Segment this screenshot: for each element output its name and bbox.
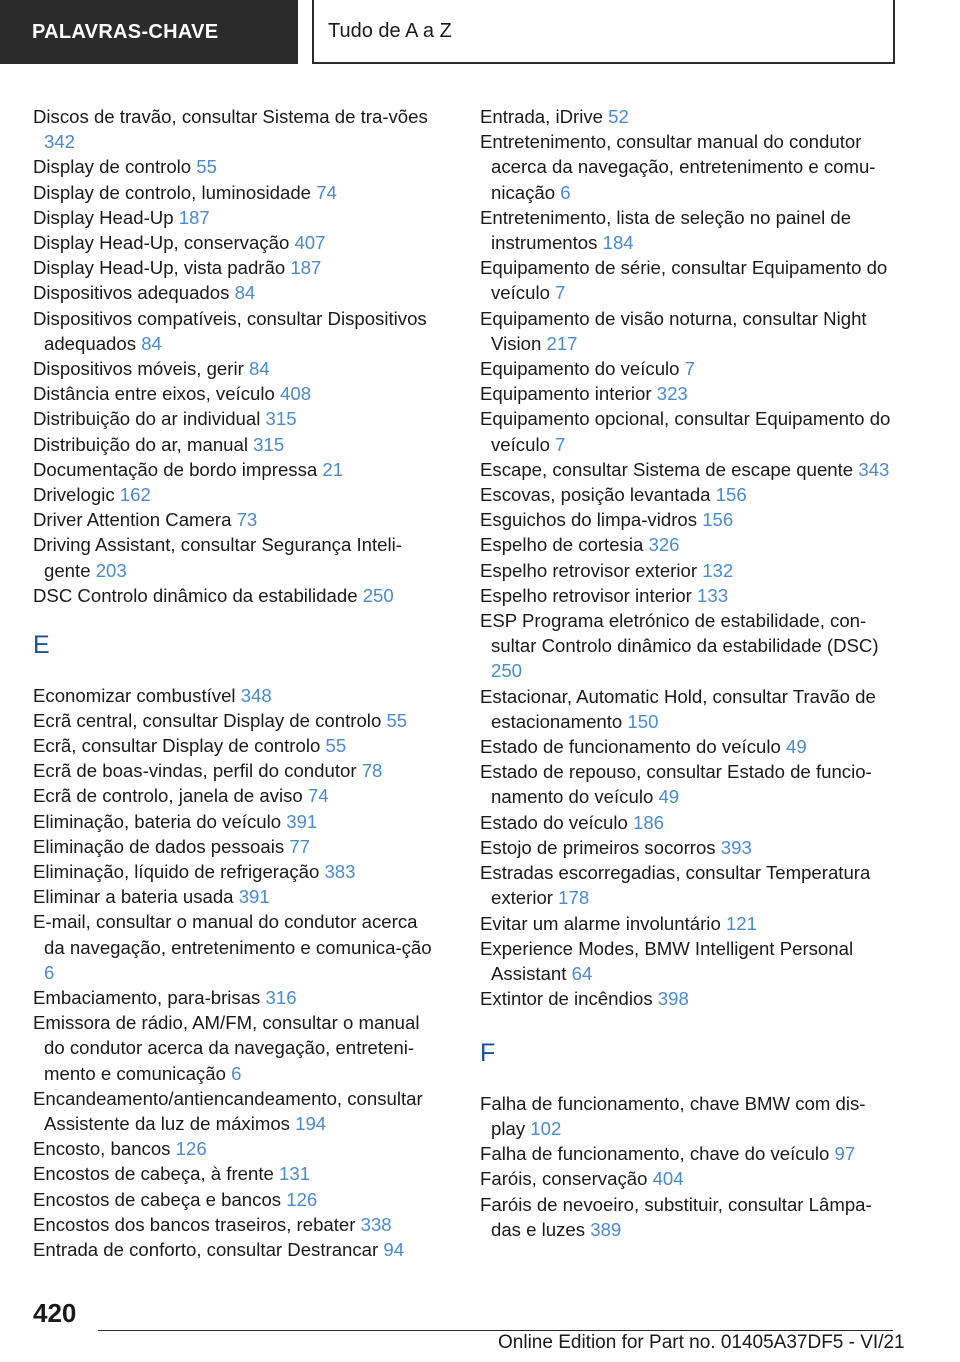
index-entry	[480, 406, 894, 456]
index-entry	[33, 532, 441, 582]
index-entry-text: Estado do veículo	[480, 811, 633, 833]
index-entry-text: Extintor de incêndios	[480, 988, 658, 1010]
page-reference-link[interactable]: 316	[265, 987, 297, 1008]
index-entry	[33, 104, 441, 154]
page-reference-link[interactable]: 49	[785, 736, 807, 758]
chapter-title: Tudo de A a Z	[328, 19, 452, 42]
page-reference-link[interactable]: 348	[240, 684, 272, 706]
page-reference-link[interactable]: 21	[322, 458, 344, 480]
index-entry-text: E-mail, consultar o manual do condutor acerca da navegação, entretenimento e comunica-ção	[33, 911, 432, 958]
page-reference-link[interactable]: 162	[119, 484, 151, 506]
index-entry-text: Encosto, bancos	[33, 1138, 176, 1160]
index-entry-text: Falha de funcionamento, chave do veículo	[480, 1143, 835, 1165]
index-entry	[33, 381, 441, 406]
page-reference-link[interactable]: 6	[44, 961, 55, 983]
index-entry	[33, 809, 441, 834]
index-list-f	[480, 1091, 894, 1242]
page-reference-link[interactable]: 326	[648, 534, 680, 556]
page-reference-link[interactable]: 64	[571, 962, 593, 984]
index-entry	[480, 104, 894, 129]
index-entry-text: Equipamento de visão noturna, consultar Night Vision	[480, 307, 867, 354]
page-reference-link[interactable]: 389	[590, 1218, 622, 1240]
page-reference-link[interactable]: 102	[530, 1118, 562, 1140]
page-reference-link[interactable]: 393	[720, 836, 752, 858]
index-entry-text: Eliminação de dados pessoais	[33, 835, 290, 857]
page-reference-link[interactable]: 49	[658, 786, 680, 808]
index-entry-text: Encostos de cabeça, à frente	[33, 1163, 280, 1185]
index-entry-text: Display Head-Up, vista padrão	[33, 257, 291, 279]
index-entry	[33, 255, 441, 280]
index-entry	[480, 205, 894, 255]
page-reference-link[interactable]: 55	[325, 734, 347, 756]
page-reference-link[interactable]: 132	[702, 559, 734, 581]
page-reference-link[interactable]: 187	[178, 206, 210, 228]
index-entry	[480, 507, 894, 532]
index-entry	[33, 758, 441, 783]
page-reference-link[interactable]: 97	[834, 1143, 856, 1165]
index-entry-text: Equipamento de série, consultar Equipamento do veículo	[480, 257, 888, 304]
section-label: PALAVRAS-CHAVE	[32, 20, 219, 43]
chapter-header	[312, 0, 895, 64]
index-entry	[33, 507, 441, 532]
page-reference-link[interactable]: 156	[702, 509, 734, 531]
index-letter-f: F	[480, 1039, 496, 1068]
index-entry-text: Estradas escorregadias, consultar Temperatura exterior	[480, 862, 871, 909]
index-entry-text: Esguichos do limpa-vidros	[480, 509, 703, 531]
page-reference-link[interactable]: 407	[294, 232, 326, 254]
page-reference-link[interactable]: 55	[196, 156, 217, 178]
index-entry-text: Dispositivos compatíveis, consultar Dispositivos adequados	[33, 307, 427, 354]
index-entry	[480, 1166, 894, 1191]
index-entry-text: Distribuição do ar, manual	[33, 433, 254, 455]
index-entry-text: DSC Controlo dinâmico da estabilidade	[33, 584, 363, 606]
index-entry	[33, 432, 441, 457]
index-entry	[33, 859, 441, 884]
index-entry	[480, 532, 894, 557]
index-entry	[33, 1136, 441, 1161]
index-entry	[480, 356, 894, 381]
page-reference-link[interactable]: 74	[316, 181, 337, 203]
index-entry-text: Faróis, conservação	[480, 1168, 653, 1190]
index-entry	[480, 1192, 894, 1242]
index-entry-text: Encostos de cabeça e bancos	[33, 1188, 287, 1210]
page-reference-link[interactable]: 126	[286, 1188, 318, 1210]
index-entry-text: Ecrã, consultar Display de controlo	[33, 734, 326, 756]
index-entry	[480, 482, 894, 507]
page-reference-link[interactable]: 133	[697, 584, 729, 606]
page-reference-link[interactable]: 203	[95, 559, 127, 581]
page-reference-link[interactable]: 6	[231, 1062, 242, 1084]
index-entry-text: Eliminação, líquido de refrigeração	[33, 860, 325, 882]
index-entry	[480, 911, 894, 936]
index-entry-text: Escape, consultar Sistema de escape quente	[480, 458, 859, 480]
index-entry-text: Estado de repouso, consultar Estado de funcio-namento do veículo	[480, 761, 872, 808]
page-reference-link[interactable]: 383	[324, 860, 356, 882]
index-entry	[480, 860, 894, 910]
page-reference-link[interactable]: 7	[555, 433, 566, 455]
page-reference-link[interactable]: 391	[238, 886, 270, 908]
index-entry	[33, 306, 441, 356]
page-reference-link[interactable]: 78	[361, 760, 383, 782]
index-entry	[33, 583, 441, 608]
index-entry-text: Economizar combustível	[33, 684, 241, 706]
index-entry-text: Display de controlo, luminosidade	[33, 181, 317, 203]
index-entry	[480, 608, 894, 684]
index-entry	[480, 583, 894, 608]
index-entry-text: Estojo de primeiros socorros	[480, 836, 721, 858]
page-reference-link[interactable]: 84	[234, 282, 256, 304]
index-entry	[33, 1187, 441, 1212]
index-entry	[33, 834, 441, 859]
index-entry	[33, 1086, 441, 1136]
index-entry-text: Entretenimento, consultar manual do condutor acerca da navegação, entretenimento e comu-nicação	[480, 131, 876, 203]
index-entry-text: Experience Modes, BMW Intelligent Personal Assistant	[480, 937, 854, 984]
index-entry	[33, 457, 441, 482]
page-reference-link[interactable]: 184	[602, 232, 634, 254]
index-entry-text: Drivelogic	[33, 484, 120, 506]
index-entry	[33, 154, 441, 179]
index-entry-text: Documentação de bordo impressa	[33, 458, 323, 480]
index-entry	[33, 230, 441, 255]
index-entry	[480, 936, 894, 986]
page-reference-link[interactable]: 73	[236, 509, 258, 531]
index-entry-text: Falha de funcionamento, chave BMW com dis-play	[480, 1092, 866, 1140]
page-reference-link[interactable]: 338	[360, 1213, 392, 1235]
index-entry-text: Estado de funcionamento do veículo	[480, 736, 786, 758]
index-entry-text: Ecrã central, consultar Display de controlo	[33, 709, 387, 731]
index-entry	[480, 1141, 894, 1166]
index-entry	[33, 909, 441, 985]
page-reference-link[interactable]: 121	[725, 912, 757, 934]
index-entry-text: Espelho retrovisor interior	[480, 584, 698, 606]
index-entry	[33, 482, 441, 507]
index-entry	[33, 708, 441, 733]
index-entry-text: Distância entre eixos, veículo	[33, 383, 281, 405]
index-entry	[33, 1212, 441, 1237]
index-entry-text: Discos de travão, consultar Sistema de tra-vões	[33, 106, 428, 127]
index-entry	[480, 457, 894, 482]
index-entry	[480, 810, 894, 835]
page-reference-link[interactable]: 52	[608, 106, 629, 127]
index-entry-text: Ecrã de boas-vindas, perfil do condutor	[33, 760, 362, 782]
index-entry	[33, 205, 441, 230]
page-reference-link[interactable]: 84	[141, 332, 162, 354]
index-list-e	[33, 683, 441, 1263]
index-entry-text: Equipamento interior	[480, 383, 657, 405]
index-entry-text: Dispositivos adequados	[33, 282, 235, 304]
index-column-right	[480, 104, 894, 1242]
page-reference-link[interactable]: 77	[289, 835, 311, 857]
index-entry-text: Estacionar, Automatic Hold, consultar Travão de estacionamento	[480, 685, 876, 732]
index-entry-text: Display Head-Up, conservação	[33, 232, 295, 254]
index-entry-text: Dispositivos móveis, gerir	[33, 358, 249, 380]
index-entry-text: ESP Programa eletrónico de estabilidade, con-sultar Controlo dinâmico da estabilidade (DSC)	[480, 610, 879, 657]
index-list-e-cont	[480, 104, 894, 1011]
index-entry-text: Ecrã de controlo, janela de aviso	[33, 785, 308, 807]
index-entry	[33, 1161, 441, 1186]
index-entry-text: Equipamento opcional, consultar Equipamento do veículo	[480, 408, 891, 455]
index-entry	[480, 129, 894, 205]
index-entry	[33, 683, 441, 708]
index-entry-text: Equipamento do veículo	[480, 358, 685, 380]
page-reference-link[interactable]: 186	[632, 811, 665, 833]
index-entry	[33, 280, 441, 305]
footer-divider	[98, 1330, 893, 1331]
index-entry	[33, 406, 441, 431]
page-reference-link[interactable]: 74	[307, 785, 329, 807]
index-entry-text: Entretenimento, lista de seleção no painel de instrumentos	[480, 206, 852, 254]
page-reference-link[interactable]: 187	[290, 257, 322, 279]
index-entry-text: Faróis de nevoeiro, substituir, consultar Lâmpa-das e luzes	[480, 1193, 872, 1240]
index-entry-text: Entrada de conforto, consultar Destrancar	[33, 1239, 384, 1261]
page-reference-link[interactable]: 84	[248, 358, 270, 380]
index-entry	[33, 1237, 441, 1262]
index-list-d	[33, 104, 441, 608]
index-entry-text: Display de controlo	[33, 156, 197, 178]
index-entry-text: Encandeamento/antiencandeamento, consultar Assistente da luz de máximos	[33, 1087, 423, 1135]
index-entry-text: Embaciamento, para-brisas	[33, 987, 266, 1008]
index-entry-text: Evitar um alarme involuntário	[480, 912, 726, 934]
page-reference-link[interactable]: 404	[652, 1168, 684, 1190]
page-reference-link[interactable]: 131	[279, 1163, 311, 1185]
index-entry	[33, 733, 441, 758]
page-reference-link[interactable]: 178	[558, 887, 590, 909]
page-reference-link[interactable]: 408	[280, 383, 312, 405]
index-entry	[480, 381, 894, 406]
index-entry	[480, 306, 894, 356]
index-entry	[480, 1091, 894, 1141]
footer-edition: Online Edition for Part no. 01405A37DF5 - VI/21	[498, 1332, 905, 1353]
page-number: 420	[33, 1298, 77, 1328]
page-reference-link[interactable]: 315	[253, 433, 285, 455]
index-entry-text: Entrada, iDrive	[480, 106, 609, 127]
index-entry-text: Display Head-Up	[33, 206, 179, 228]
section-tab	[0, 0, 298, 64]
index-entry-text: Driving Assistant, consultar Segurança Inteli-gente	[33, 534, 402, 581]
page-reference-link[interactable]: 55	[386, 709, 408, 731]
index-entry	[33, 783, 441, 808]
index-column-left	[33, 104, 441, 1262]
page-reference-link[interactable]: 194	[295, 1113, 327, 1135]
index-entry-text: Espelho de cortesia	[480, 534, 649, 556]
index-entry-text: Eliminação, bateria do veículo	[33, 810, 287, 832]
index-entry	[33, 985, 441, 1010]
page-reference-link[interactable]: 398	[657, 988, 689, 1010]
index-entry	[480, 558, 894, 583]
index-letter-e: E	[33, 631, 50, 660]
page-reference-link[interactable]: 156	[715, 484, 747, 506]
index-entry-text: Distribuição do ar individual	[33, 408, 266, 430]
index-entry	[33, 356, 441, 381]
page-reference-link[interactable]: 323	[656, 383, 688, 405]
page-reference-link[interactable]: 7	[555, 282, 566, 304]
index-entry	[33, 180, 441, 205]
index-entry	[480, 255, 894, 305]
index-entry	[480, 684, 894, 734]
index-entry-text: Driver Attention Camera	[33, 509, 237, 531]
index-entry	[33, 1010, 441, 1086]
page-reference-link[interactable]: 343	[858, 458, 890, 480]
index-entry-text: Emissora de rádio, AM/FM, consultar o manual do condutor acerca da navegação, entreteni-mento e comunicação	[33, 1012, 420, 1084]
page-reference-link[interactable]: 126	[175, 1138, 207, 1160]
page-reference-link[interactable]: 250	[491, 660, 523, 682]
index-entry	[480, 986, 894, 1011]
index-entry	[480, 734, 894, 759]
page-reference-link[interactable]: 250	[362, 584, 394, 606]
index-entry-text: Escovas, posição levantada	[480, 484, 716, 506]
index-entry	[33, 884, 441, 909]
index-entry-text: Encostos dos bancos traseiros, rebater	[33, 1213, 361, 1235]
index-entry-text: Eliminar a bateria usada	[33, 886, 239, 908]
page-reference-link[interactable]: 7	[684, 358, 696, 380]
page-reference-link[interactable]: 6	[560, 181, 571, 203]
page-reference-link[interactable]: 342	[44, 131, 76, 153]
page-reference-link[interactable]: 391	[286, 810, 318, 832]
index-entry	[480, 759, 894, 809]
page-reference-link[interactable]: 217	[546, 332, 578, 354]
page-reference-link[interactable]: 94	[383, 1239, 405, 1261]
page-reference-link[interactable]: 150	[627, 710, 659, 732]
index-entry-text: Espelho retrovisor exterior	[480, 559, 703, 581]
index-entry	[480, 835, 894, 860]
page-reference-link[interactable]: 315	[265, 408, 297, 430]
